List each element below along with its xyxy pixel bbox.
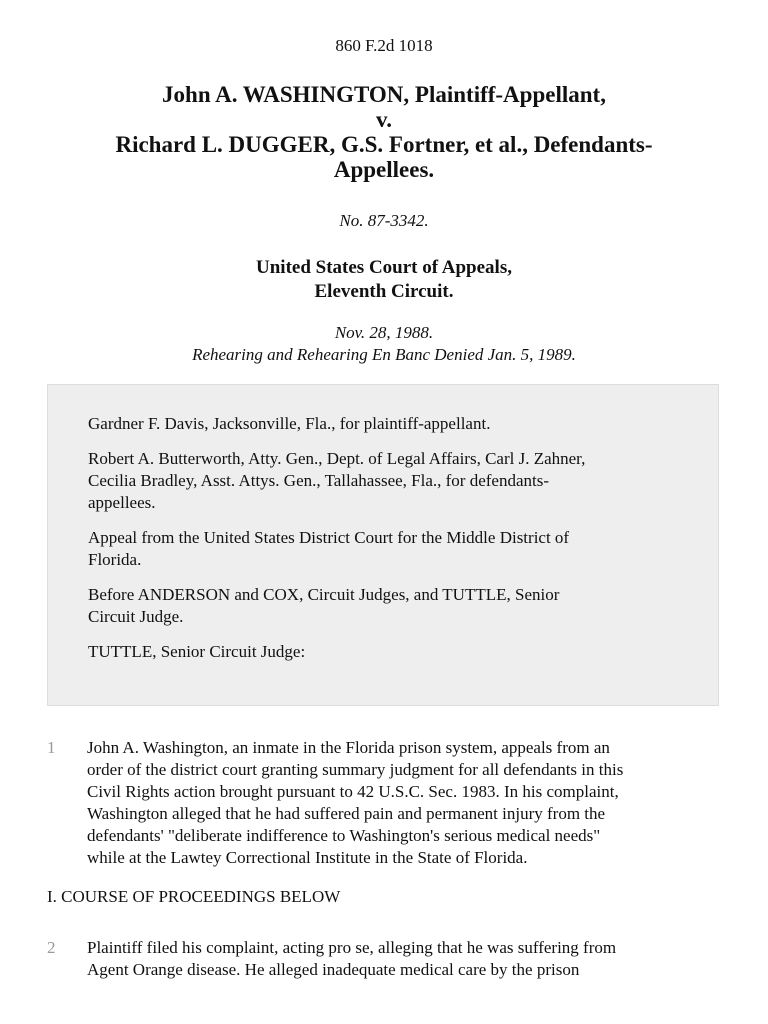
case-dates [0, 322, 768, 366]
case-title-line: v. [376, 107, 392, 132]
paragraph-line: while at the Lawtey Correctional Institute in the State of Florida. [87, 848, 528, 867]
case-title-line: Richard L. DUGGER, G.S. Fortner, et al., Defendants- [115, 132, 653, 157]
appeal-origin-line: Appeal from the United States District Court for the Middle District of [88, 528, 570, 547]
paragraph-number[interactable]: 1 [47, 738, 56, 757]
decided-date: Nov. 28, 1988. [334, 323, 434, 342]
paragraph-text [87, 937, 727, 981]
section-heading: I. COURSE OF PROCEEDINGS BELOW [47, 887, 341, 906]
paragraph-text [87, 737, 727, 869]
appellant-counsel: Gardner F. Davis, Jacksonville, Fla., for plaintiff-appellant. [88, 414, 491, 433]
opinion-author: TUTTLE, Senior Circuit Judge: [88, 642, 306, 661]
appellees-counsel-line: Robert A. Butterworth, Atty. Gen., Dept. of Legal Affairs, Carl J. Zahner, [88, 449, 586, 468]
appellees-counsel-line: Cecilia Bradley, Asst. Attys. Gen., Tallahassee, Fla., for defendants- [88, 471, 550, 490]
paragraph-line: Civil Rights action brought pursuant to 42 U.S.C. Sec. 1983. In his complaint, [87, 782, 619, 801]
panel-judges-line: Before ANDERSON and COX, Circuit Judges, and TUTTLE, Senior [88, 585, 560, 604]
paragraph-line: defendants' "deliberate indifference to Washington's serious medical needs" [87, 826, 601, 845]
appeal-origin-line: Florida. [88, 550, 142, 569]
court-name-line: Eleventh Circuit. [314, 281, 454, 302]
paragraph-number[interactable]: 2 [47, 938, 56, 957]
appellees-counsel [88, 448, 678, 514]
paragraph-line: John A. Washington, an inmate in the Florida prison system, appeals from an [87, 738, 610, 757]
appellees-counsel-line: appellees. [88, 493, 156, 512]
paragraph-line: Plaintiff filed his complaint, acting pro se, alleging that he was suffering from [87, 938, 617, 957]
case-title-line: Appellees. [333, 157, 435, 182]
rehearing-date: Rehearing and Rehearing En Banc Denied Jan. 5, 1989. [192, 345, 576, 364]
case-title [60, 82, 708, 182]
panel-judges [88, 584, 678, 628]
appeal-origin [88, 527, 678, 571]
paragraph-line: Agent Orange disease. He alleged inadequate medical care by the prison [87, 960, 580, 979]
docket-number: No. 87-3342. [339, 211, 429, 230]
panel-judges-line: Circuit Judge. [88, 607, 184, 626]
court-name-line: United States Court of Appeals, [256, 257, 512, 278]
case-title-line: John A. WASHINGTON, Plaintiff-Appellant, [162, 82, 606, 107]
paragraph-line: Washington alleged that he had suffered pain and permanent injury from the [87, 804, 606, 823]
case-citation: 860 F.2d 1018 [335, 36, 433, 55]
counsel-box [47, 384, 719, 706]
court-name [0, 256, 768, 304]
paragraph-line: order of the district court granting summary judgment for all defendants in this [87, 760, 624, 779]
